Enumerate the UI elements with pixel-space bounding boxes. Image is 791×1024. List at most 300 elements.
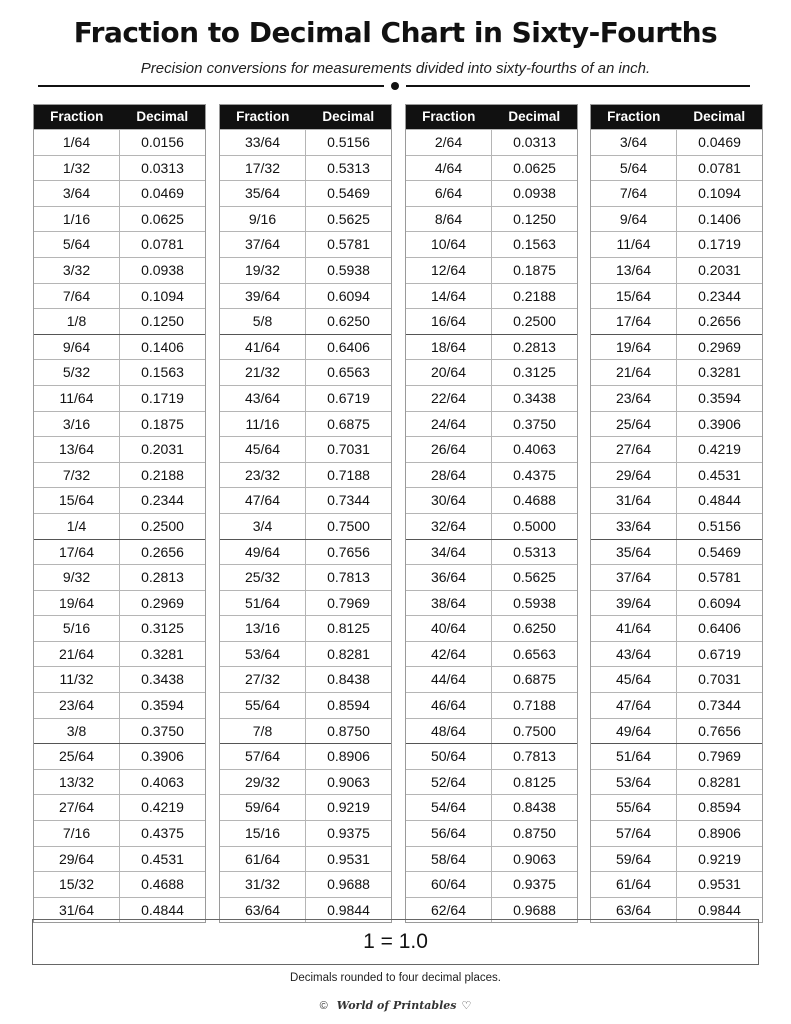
table-row bbox=[34, 462, 205, 488]
table-row bbox=[220, 692, 391, 718]
table-row bbox=[406, 743, 577, 769]
decimal-cell: 0.8906 bbox=[327, 748, 370, 765]
decimal-cell: 0.5313 bbox=[327, 159, 370, 176]
fraction-cell: 5/16 bbox=[34, 616, 120, 641]
table-row bbox=[34, 743, 205, 769]
fraction-cell: 26/64 bbox=[406, 437, 492, 462]
table-row bbox=[34, 769, 205, 795]
decimal-cell: 0.3125 bbox=[141, 620, 184, 637]
table-row bbox=[406, 794, 577, 820]
whole-inch-box: 1 = 1.0 bbox=[32, 919, 759, 965]
decimal-cell: 0.9844 bbox=[327, 901, 370, 918]
table-row bbox=[34, 794, 205, 820]
decimal-cell: 0.8906 bbox=[698, 825, 741, 842]
decimal-cell: 0.1719 bbox=[141, 389, 184, 406]
table-row bbox=[220, 590, 391, 616]
table-row bbox=[220, 641, 391, 667]
table-row bbox=[220, 359, 391, 385]
decimal-cell: 0.3438 bbox=[513, 389, 556, 406]
table-row bbox=[220, 129, 391, 155]
fraction-cell: 13/64 bbox=[34, 437, 120, 462]
fraction-cell: 3/32 bbox=[34, 258, 120, 283]
decimal-cell: 0.6563 bbox=[513, 645, 556, 662]
decimal-cell: 0.9375 bbox=[513, 876, 556, 893]
fraction-cell: 27/64 bbox=[34, 795, 120, 820]
divider-left bbox=[38, 85, 384, 87]
fraction-cell: 8/64 bbox=[406, 207, 492, 232]
table-row bbox=[34, 539, 205, 565]
decimal-cell: 0.5156 bbox=[327, 134, 370, 150]
table-row bbox=[406, 206, 577, 232]
table-row bbox=[220, 231, 391, 257]
table-row bbox=[220, 436, 391, 462]
decimal-cell: 0.2813 bbox=[141, 569, 184, 586]
decimal-cell: 0.0938 bbox=[141, 261, 184, 278]
fraction-cell: 1/8 bbox=[34, 309, 120, 334]
decimal-cell: 0.7813 bbox=[513, 748, 556, 765]
fraction-cell: 15/64 bbox=[591, 284, 677, 309]
decimal-cell: 0.8438 bbox=[327, 671, 370, 688]
fraction-cell: 62/64 bbox=[406, 898, 492, 923]
table-row bbox=[34, 180, 205, 206]
fraction-cell: 1/32 bbox=[34, 156, 120, 181]
decimal-cell: 0.5625 bbox=[513, 569, 556, 586]
table-row bbox=[591, 564, 762, 590]
fraction-cell: 35/64 bbox=[591, 540, 677, 565]
decimal-cell: 0.5156 bbox=[698, 517, 741, 534]
table-row bbox=[591, 487, 762, 513]
table-row bbox=[34, 718, 205, 744]
fraction-cell: 50/64 bbox=[406, 744, 492, 769]
table-row bbox=[34, 308, 205, 334]
fraction-cell: 3/64 bbox=[34, 181, 120, 206]
fraction-cell: 5/32 bbox=[34, 360, 120, 385]
table-row bbox=[591, 820, 762, 846]
decimal-cell: 0.0781 bbox=[698, 159, 741, 176]
table-row bbox=[34, 615, 205, 641]
table-header bbox=[220, 105, 391, 129]
table-row bbox=[591, 718, 762, 744]
decimal-cell: 0.5781 bbox=[327, 236, 370, 253]
table-row bbox=[34, 411, 205, 437]
decimal-cell: 0.8750 bbox=[513, 825, 556, 842]
table-row bbox=[591, 257, 762, 283]
fraction-cell: 27/32 bbox=[220, 667, 306, 692]
table-row bbox=[220, 411, 391, 437]
fraction-cell: 61/64 bbox=[220, 847, 306, 872]
table-row bbox=[406, 283, 577, 309]
table-row bbox=[220, 539, 391, 565]
decimal-cell: 0.7344 bbox=[327, 492, 370, 509]
decimal-cell: 0.3906 bbox=[141, 748, 184, 765]
table-row bbox=[406, 411, 577, 437]
decimal-cell: 0.5938 bbox=[513, 594, 556, 611]
decimal-cell: 0.9688 bbox=[327, 876, 370, 893]
decimal-cell: 0.2188 bbox=[141, 466, 184, 483]
decimal-cell: 0.6250 bbox=[513, 620, 556, 637]
decimal-cell: 0.6875 bbox=[327, 415, 370, 432]
fraction-cell: 61/64 bbox=[591, 872, 677, 897]
fraction-cell: 33/64 bbox=[591, 514, 677, 539]
decimal-cell: 0.7500 bbox=[327, 517, 370, 534]
decimal-cell: 0.2969 bbox=[698, 338, 741, 355]
table-row bbox=[591, 743, 762, 769]
fraction-cell: 46/64 bbox=[406, 693, 492, 718]
fraction-cell: 9/64 bbox=[591, 207, 677, 232]
decimal-cell: 0.2031 bbox=[141, 441, 184, 458]
table-row bbox=[406, 334, 577, 360]
fraction-cell: 45/64 bbox=[220, 437, 306, 462]
decimal-cell: 0.5313 bbox=[513, 543, 556, 560]
table-row bbox=[34, 231, 205, 257]
table-row bbox=[591, 308, 762, 334]
fraction-cell: 33/64 bbox=[220, 130, 306, 155]
table-row bbox=[406, 257, 577, 283]
decimal-cell: 0.1563 bbox=[513, 236, 556, 253]
decimal-cell: 0.4531 bbox=[698, 466, 741, 483]
copyright-symbol: © bbox=[319, 1000, 328, 1012]
decimal-cell: 0.9063 bbox=[513, 850, 556, 867]
fraction-header: Fraction bbox=[607, 109, 661, 124]
table-row bbox=[406, 155, 577, 181]
fraction-cell: 51/64 bbox=[220, 591, 306, 616]
decimal-cell: 0.1094 bbox=[141, 287, 184, 304]
decimal-cell: 0.2656 bbox=[698, 313, 741, 330]
fraction-cell: 29/32 bbox=[220, 770, 306, 795]
table-row bbox=[34, 436, 205, 462]
table-row bbox=[34, 206, 205, 232]
fraction-cell: 15/64 bbox=[34, 488, 120, 513]
decimal-cell: 0.7188 bbox=[513, 697, 556, 714]
fraction-cell: 55/64 bbox=[591, 795, 677, 820]
decimal-cell: 0.9531 bbox=[698, 876, 741, 893]
decimal-cell: 0.2344 bbox=[141, 492, 184, 509]
table-row bbox=[34, 846, 205, 872]
decimal-cell: 0.7656 bbox=[698, 722, 741, 739]
fraction-cell: 7/64 bbox=[591, 181, 677, 206]
decimal-header: Decimal bbox=[136, 109, 189, 124]
table-row bbox=[406, 820, 577, 846]
table-row bbox=[34, 129, 205, 155]
decimal-cell: 0.1875 bbox=[513, 261, 556, 278]
fraction-cell: 22/64 bbox=[406, 386, 492, 411]
fraction-cell: 12/64 bbox=[406, 258, 492, 283]
fraction-header: Fraction bbox=[236, 109, 290, 124]
table-row bbox=[220, 180, 391, 206]
table-row bbox=[591, 641, 762, 667]
table-row bbox=[220, 257, 391, 283]
table-row bbox=[34, 590, 205, 616]
decimal-header: Decimal bbox=[693, 109, 746, 124]
table-row bbox=[220, 820, 391, 846]
table-row bbox=[406, 513, 577, 539]
fraction-cell: 60/64 bbox=[406, 872, 492, 897]
fraction-cell: 19/32 bbox=[220, 258, 306, 283]
fraction-cell: 32/64 bbox=[406, 514, 492, 539]
decimal-cell: 0.3750 bbox=[513, 415, 556, 432]
fraction-cell: 14/64 bbox=[406, 284, 492, 309]
table-row bbox=[406, 180, 577, 206]
table-row bbox=[34, 666, 205, 692]
decimal-cell: 0.3281 bbox=[698, 364, 741, 381]
table-row bbox=[406, 564, 577, 590]
fraction-cell: 3/16 bbox=[34, 412, 120, 437]
table-row bbox=[220, 462, 391, 488]
decimal-cell: 0.9375 bbox=[327, 825, 370, 842]
decimal-cell: 0.4063 bbox=[141, 773, 184, 790]
table-row bbox=[591, 411, 762, 437]
fraction-cell: 53/64 bbox=[591, 770, 677, 795]
fraction-cell: 41/64 bbox=[220, 335, 306, 360]
table-row bbox=[220, 743, 391, 769]
decimal-cell: 0.7969 bbox=[698, 748, 741, 765]
fraction-cell: 19/64 bbox=[34, 591, 120, 616]
fraction-cell: 53/64 bbox=[220, 642, 306, 667]
decimal-cell: 0.5625 bbox=[327, 210, 370, 227]
table-row bbox=[34, 692, 205, 718]
decimal-cell: 0.4063 bbox=[513, 441, 556, 458]
page-subtitle: Precision conversions for measurements divided into sixty-fourths of an inch. bbox=[140, 60, 651, 77]
table-row bbox=[591, 283, 762, 309]
fraction-cell: 44/64 bbox=[406, 667, 492, 692]
fraction-cell: 48/64 bbox=[406, 719, 492, 744]
fraction-cell: 3/64 bbox=[591, 130, 677, 155]
fraction-cell: 15/32 bbox=[34, 872, 120, 897]
fraction-cell: 11/64 bbox=[34, 386, 120, 411]
table-row bbox=[406, 308, 577, 334]
decimal-cell: 0.7031 bbox=[698, 671, 741, 688]
table-row bbox=[406, 231, 577, 257]
table-row bbox=[406, 615, 577, 641]
decimal-cell: 0.1875 bbox=[141, 415, 184, 432]
fraction-cell: 49/64 bbox=[591, 719, 677, 744]
table-row bbox=[591, 794, 762, 820]
fraction-cell: 17/32 bbox=[220, 156, 306, 181]
decimal-cell: 0.2344 bbox=[698, 287, 741, 304]
fraction-cell: 25/32 bbox=[220, 565, 306, 590]
fraction-cell: 43/64 bbox=[591, 642, 677, 667]
decimal-cell: 0.8281 bbox=[698, 773, 741, 790]
table-row bbox=[406, 436, 577, 462]
heart-icon: ♡ bbox=[461, 1000, 472, 1012]
fraction-cell: 57/64 bbox=[220, 744, 306, 769]
decimal-cell: 0.1094 bbox=[698, 185, 741, 202]
table-row bbox=[406, 487, 577, 513]
table-row bbox=[591, 590, 762, 616]
table-row bbox=[220, 769, 391, 795]
decimal-cell: 0.2656 bbox=[141, 543, 184, 560]
fraction-cell: 37/64 bbox=[220, 232, 306, 257]
decimal-cell: 0.1406 bbox=[698, 210, 741, 227]
decimal-cell: 0.7500 bbox=[513, 722, 556, 739]
table-row bbox=[406, 769, 577, 795]
table-row bbox=[591, 692, 762, 718]
fraction-cell: 1/16 bbox=[34, 207, 120, 232]
decimal-cell: 0.7656 bbox=[327, 543, 370, 560]
table-row bbox=[591, 334, 762, 360]
fraction-cell: 1/64 bbox=[34, 130, 120, 155]
table-row bbox=[220, 871, 391, 897]
fraction-cell: 31/32 bbox=[220, 872, 306, 897]
table-row bbox=[591, 385, 762, 411]
fraction-cell: 47/64 bbox=[220, 488, 306, 513]
fraction-cell: 11/32 bbox=[34, 667, 120, 692]
decimal-cell: 0.3594 bbox=[698, 389, 741, 406]
decimal-cell: 0.7344 bbox=[698, 697, 741, 714]
table-row bbox=[591, 129, 762, 155]
decimal-cell: 0.4844 bbox=[698, 492, 741, 509]
decimal-cell: 0.3594 bbox=[141, 697, 184, 714]
decimal-cell: 0.0938 bbox=[513, 185, 556, 202]
fraction-cell: 43/64 bbox=[220, 386, 306, 411]
fraction-cell: 10/64 bbox=[406, 232, 492, 257]
table-row bbox=[34, 155, 205, 181]
fraction-cell: 7/32 bbox=[34, 463, 120, 488]
table-row bbox=[34, 334, 205, 360]
fraction-cell: 9/16 bbox=[220, 207, 306, 232]
decimal-cell: 0.5781 bbox=[698, 569, 741, 586]
decimal-cell: 0.2500 bbox=[513, 313, 556, 330]
fraction-cell: 58/64 bbox=[406, 847, 492, 872]
table-row bbox=[591, 155, 762, 181]
table-row bbox=[406, 846, 577, 872]
table-row bbox=[406, 129, 577, 155]
table-row bbox=[591, 769, 762, 795]
decimal-cell: 0.1406 bbox=[141, 338, 184, 355]
fraction-cell: 7/64 bbox=[34, 284, 120, 309]
table-row bbox=[34, 641, 205, 667]
table-row bbox=[591, 846, 762, 872]
fraction-cell: 9/64 bbox=[34, 335, 120, 360]
decimal-cell: 0.1250 bbox=[513, 210, 556, 227]
table-row bbox=[406, 641, 577, 667]
decimal-cell: 0.6719 bbox=[327, 389, 370, 406]
decimal-cell: 0.0469 bbox=[141, 185, 184, 202]
fraction-cell: 52/64 bbox=[406, 770, 492, 795]
decimal-cell: 0.4844 bbox=[141, 901, 184, 918]
decimal-header: Decimal bbox=[508, 109, 561, 124]
fraction-cell: 23/32 bbox=[220, 463, 306, 488]
decimal-cell: 0.7031 bbox=[327, 441, 370, 458]
decimal-cell: 0.8125 bbox=[327, 620, 370, 637]
fraction-cell: 21/32 bbox=[220, 360, 306, 385]
decimal-cell: 0.5469 bbox=[327, 185, 370, 202]
decimal-cell: 0.8125 bbox=[513, 773, 556, 790]
fraction-cell: 29/64 bbox=[34, 847, 120, 872]
fraction-cell: 5/64 bbox=[34, 232, 120, 257]
fraction-cell: 39/64 bbox=[591, 591, 677, 616]
fraction-cell: 54/64 bbox=[406, 795, 492, 820]
fraction-cell: 7/16 bbox=[34, 821, 120, 846]
table-row bbox=[34, 283, 205, 309]
fraction-cell: 21/64 bbox=[591, 360, 677, 385]
fraction-cell: 63/64 bbox=[220, 898, 306, 923]
decimal-cell: 0.3438 bbox=[141, 671, 184, 688]
fraction-cell: 21/64 bbox=[34, 642, 120, 667]
fraction-cell: 38/64 bbox=[406, 591, 492, 616]
decimal-cell: 0.6719 bbox=[698, 645, 741, 662]
decimal-cell: 0.2188 bbox=[513, 287, 556, 304]
table-row bbox=[34, 871, 205, 897]
decimal-cell: 0.0313 bbox=[141, 159, 184, 176]
conversion-table-2 bbox=[219, 104, 392, 923]
fraction-cell: 16/64 bbox=[406, 309, 492, 334]
page-title: Fraction to Decimal Chart in Sixty-Fourths bbox=[73, 16, 718, 49]
fraction-cell: 3/8 bbox=[34, 719, 120, 744]
fraction-cell: 31/64 bbox=[34, 898, 120, 923]
table-row bbox=[220, 385, 391, 411]
decimal-cell: 0.6250 bbox=[327, 313, 370, 330]
fraction-cell: 2/64 bbox=[406, 130, 492, 155]
table-row bbox=[34, 257, 205, 283]
table-row bbox=[220, 308, 391, 334]
table-row bbox=[220, 206, 391, 232]
decimal-cell: 0.7813 bbox=[327, 569, 370, 586]
table-row bbox=[220, 846, 391, 872]
decimal-cell: 0.9844 bbox=[698, 901, 741, 918]
table-row bbox=[406, 462, 577, 488]
fraction-cell: 19/64 bbox=[591, 335, 677, 360]
decimal-cell: 0.6406 bbox=[327, 338, 370, 355]
fraction-cell: 28/64 bbox=[406, 463, 492, 488]
footer bbox=[0, 999, 791, 1012]
decimal-cell: 0.4219 bbox=[141, 799, 184, 816]
table-row bbox=[220, 718, 391, 744]
decimal-cell: 0.9063 bbox=[327, 773, 370, 790]
fraction-cell: 29/64 bbox=[591, 463, 677, 488]
table-row bbox=[220, 564, 391, 590]
fraction-cell: 18/64 bbox=[406, 335, 492, 360]
table-row bbox=[220, 794, 391, 820]
decimal-cell: 0.3906 bbox=[698, 415, 741, 432]
decimal-cell: 0.0313 bbox=[513, 134, 556, 150]
table-row bbox=[591, 539, 762, 565]
fraction-cell: 20/64 bbox=[406, 360, 492, 385]
fraction-cell: 11/64 bbox=[591, 232, 677, 257]
table-row bbox=[591, 666, 762, 692]
decimal-cell: 0.8281 bbox=[327, 645, 370, 662]
fraction-cell: 55/64 bbox=[220, 693, 306, 718]
decimal-cell: 0.9219 bbox=[327, 799, 370, 816]
decimal-cell: 0.6563 bbox=[327, 364, 370, 381]
decimal-cell: 0.4375 bbox=[141, 825, 184, 842]
table-row bbox=[591, 462, 762, 488]
table-row bbox=[406, 692, 577, 718]
fraction-cell: 41/64 bbox=[591, 616, 677, 641]
fraction-cell: 1/4 bbox=[34, 514, 120, 539]
conversion-table-1 bbox=[33, 104, 206, 923]
table-row bbox=[591, 871, 762, 897]
table-row bbox=[220, 513, 391, 539]
decimal-cell: 0.2813 bbox=[513, 338, 556, 355]
fraction-cell: 59/64 bbox=[591, 847, 677, 872]
fraction-cell: 13/16 bbox=[220, 616, 306, 641]
fraction-cell: 37/64 bbox=[591, 565, 677, 590]
decimal-cell: 0.4688 bbox=[141, 876, 184, 893]
brand-name: World of Printables bbox=[336, 999, 457, 1012]
conversion-table-4 bbox=[590, 104, 763, 923]
divider-right bbox=[406, 85, 750, 87]
fraction-cell: 13/64 bbox=[591, 258, 677, 283]
table-row bbox=[34, 513, 205, 539]
fraction-cell: 5/8 bbox=[220, 309, 306, 334]
decimal-cell: 0.3125 bbox=[513, 364, 556, 381]
decimal-cell: 0.4375 bbox=[513, 466, 556, 483]
fraction-cell: 3/4 bbox=[220, 514, 306, 539]
table-row bbox=[220, 334, 391, 360]
decimal-cell: 0.9688 bbox=[513, 901, 556, 918]
table-row bbox=[406, 539, 577, 565]
